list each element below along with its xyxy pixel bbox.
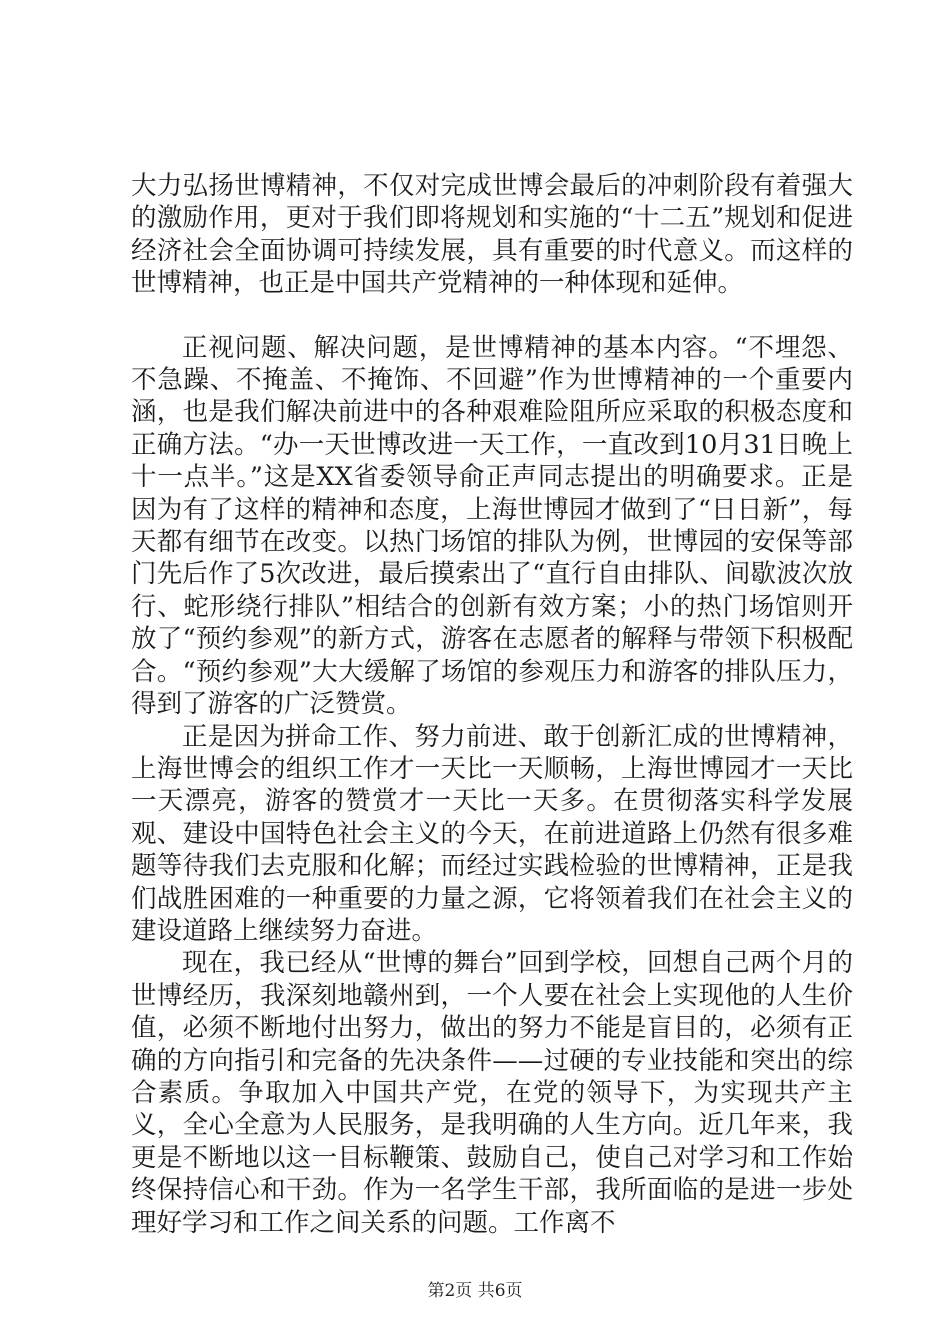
document-body	[131, 170, 853, 1239]
paragraph-3: 正是因为拼命工作、努力前进、敢于创新汇成的世博精神，上海世博会的组织工作才一天比一天顺畅，上海世博园才一天比一天漂亮，游客的赞赏才一天比一天多。在贯彻落实科学发展观、建设中国特色社会主义的今天，在前进道路上仍然有很多难题等待我们去克服和化解；而经过实践检验的世博精神，正是我们战胜困难的一种重要的力量之源，它将领着我们在社会主义的建设道路上继续努力奋进。	[131, 721, 853, 946]
page-number-footer: 第2页 共6页	[427, 1281, 523, 1301]
paragraph-1: 大力弘扬世博精神，不仅对完成世博会最后的冲刺阶段有着强大的激励作用，更对于我们即将规划和实施的“十二五”规划和促进经济社会全面协调可持续发展，具有重要的时代意义。而这样的世博精神，也正是中国共产党精神的一种体现和延伸。	[131, 171, 853, 299]
paragraph-4: 现在，我已经从“世博的舞台”回到学校，回想自己两个月的世博经历，我深刻地赣州到，一个人要在社会上实现他的人生价值，必须不断地付出努力，做出的努力不能是盲目的，必须有正确的方向指引和完备的先决条件——过硬的专业技能和突出的综合素质。争取加入中国共产党，在党的领导下，为实现共产主义，全心全意为人民服务，是我明确的人生方向。近几年来，我更是不断地以这一目标鞭策、鼓励自己，使自己对学习和工作始终保持信心和干劲。作为一名学生干部，我所面临的是进一步处理好学习和工作之间关系的问题。工作离不	[131, 948, 853, 1238]
paragraph-2: 正视问题、解决问题，是世博精神的基本内容。“不埋怨、不急躁、不掩盖、不掩饰、不回避”作为世博精神的一个重要内涵，也是我们解决前进中的各种艰难险阻所应采取的积极态度和正确方法。“办一天世博改进一天工作，一直改到10月31日晚上十一点半。”这是XX省委领导俞正声同志提出的明确要求。正是因为有了这样的精神和态度，上海世博园才做到了“日日新”，每天都有细节在改变。以热门场馆的排队为例，世博园的安保等部门先后作了5次改进，最后摸索出了“直行自由排队、间歇波次放行、蛇形绕行排队”相结合的创新有效方案；小的热门场馆则开放了“预约参观”的新方式，游客在志愿者的解释与带领下积极配合。“预约参观”大大缓解了场馆的参观压力和游客的排队压力，得到了游客的广泛赞赏。	[131, 332, 853, 720]
